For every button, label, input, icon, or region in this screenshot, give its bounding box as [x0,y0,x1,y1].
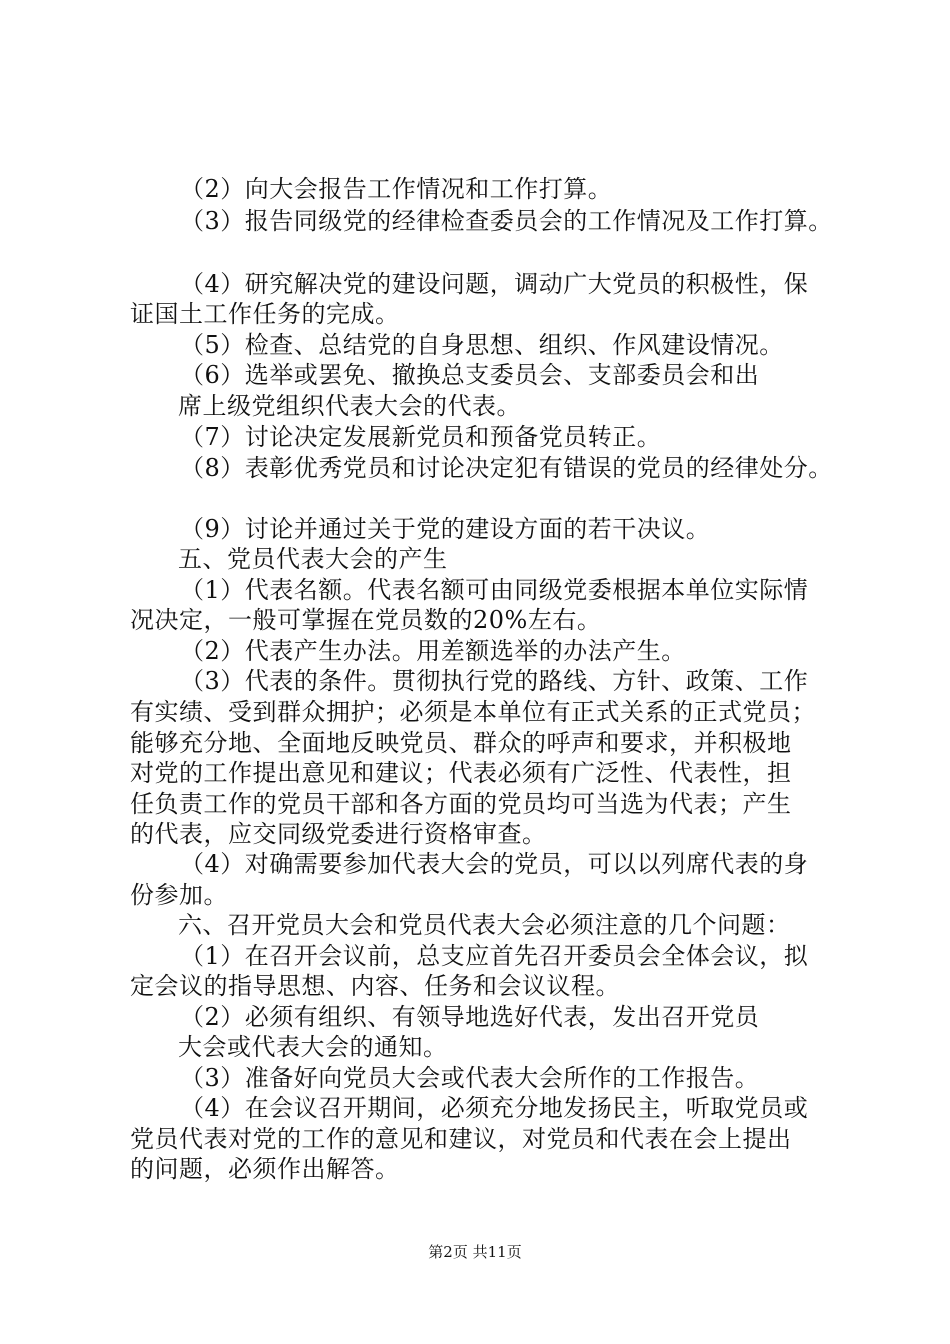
text-line: 能够充分地、全面地反映党员、群众的呼声和要求，并积极地 [130,729,792,757]
text-line: 对党的工作提出意见和建议；代表必须有广泛性、代表性，担 [130,759,792,787]
text-line: （1）在召开会议前，总支应首先召开委员会全体会议，拟 [180,942,809,970]
text-line: （4）研究解决党的建设问题，调动广大党员的积极性，保 [180,270,809,298]
text-line: 份参加。 [130,881,228,909]
text-line: （9）讨论并通过关于党的建设方面的若干决议。 [180,515,711,543]
text-line: 的问题，必须作出解答。 [130,1155,400,1183]
text-line: 大会或代表大会的通知。 [178,1033,448,1061]
text-line: （3）代表的条件。贯彻执行党的路线、方针、政策、工作 [180,667,809,695]
text-line: 定会议的指导思想、内容、任务和会议议程。 [130,972,620,1000]
text-line: （2）必须有组织、有领导地选好代表，发出召开党员 [180,1003,760,1031]
text-line: 席上级党组织代表大会的代表。 [178,392,521,420]
text-line: （2）代表产生办法。用差额选举的办法产生。 [180,637,686,665]
text-line: （3）报告同级党的经律检查委员会的工作情况及工作打算。 [180,207,833,235]
text-line: 任负责工作的党员干部和各方面的党员均可当选为代表；产生 [130,790,792,818]
text-line: 有实绩、受到群众拥护；必须是本单位有正式关系的正式党员； [130,698,816,726]
text-line: （4）对确需要参加代表大会的党员，可以以列席代表的身 [180,850,809,878]
text-line: 的代表，应交同级党委进行资格审查。 [130,820,547,848]
text-line: （4）在会议召开期间，必须充分地发扬民主，听取党员或 [180,1094,809,1122]
text-line: 证国土工作任务的完成。 [130,300,400,328]
text-line: （3）准备好向党员大会或代表大会所作的工作报告。 [180,1064,760,1092]
text-line: （6）选举或罢免、撤换总支委员会、支部委员会和出 [180,361,760,389]
section-heading: 五、党员代表大会的产生 [178,545,448,573]
text-line: 党员代表对党的工作的意见和建议，对党员和代表在会上提出 [130,1125,792,1153]
text-line: （5）检查、总结党的自身思想、组织、作风建设情况。 [180,331,784,359]
section-heading: 六、召开党员大会和党员代表大会必须注意的几个问题： [178,911,791,939]
text-line: （2）向大会报告工作情况和工作打算。 [180,175,613,203]
page-footer: 第2页 共11页 [428,1243,522,1261]
text-line: （7）讨论决定发展新党员和预备党员转正。 [180,423,662,451]
text-line: （1）代表名额。代表名额可由同级党委根据本单位实际情 [180,576,809,604]
text-line: 况决定，一般可掌握在党员数的20%左右。 [130,606,602,634]
text-line: （8）表彰优秀党员和讨论决定犯有错误的党员的经律处分。 [180,454,833,482]
